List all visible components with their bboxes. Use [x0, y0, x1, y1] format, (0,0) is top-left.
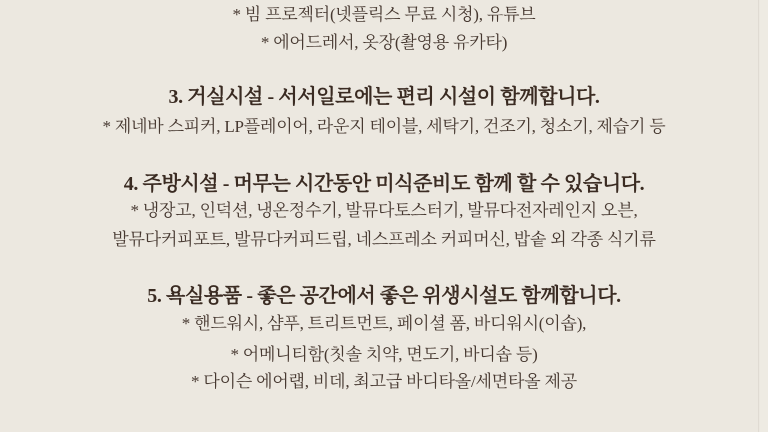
section-heading-bathroom: 5. 욕실용품 - 좋은 공간에서 좋은 위생시설도 함께합니다. [147, 285, 621, 307]
section-detail-line: 발뮤다커피포트, 발뮤다커피드립, 네스프레소 커피머신, 밥솥 외 각종 식기류 [112, 230, 656, 249]
right-edge-strip [760, 0, 768, 432]
intro-line: * 빔 프로젝터(넷플릭스 무료 시청), 유튜브 [232, 5, 536, 24]
section-heading-living-room: 3. 거실시설 - 서서일로에는 편리 시설이 함께합니다. [168, 86, 600, 108]
section-detail-line: * 어메니티함(칫솔 치약, 면도기, 바디솝 등) [230, 345, 538, 364]
section-detail-line: * 냉장고, 인덕션, 냉온정수기, 발뮤다토스터기, 발뮤다전자레인지 오븐, [130, 201, 638, 220]
section-detail-line: * 제네바 스피커, LP플레이어, 라운지 테이블, 세탁기, 건조기, 청소기, 제습기 등 [102, 117, 666, 136]
intro-line: * 에어드레서, 옷장(촬영용 유카타) [260, 33, 508, 52]
section-detail-line: * 핸드워시, 샴푸, 트리트먼트, 페이셜 폼, 바디워시(이솝), [181, 314, 587, 333]
section-detail-line: * 다이슨 에어랩, 비데, 최고급 바디타올/세면타올 제공 [191, 372, 577, 391]
right-edge-hairline [758, 0, 759, 432]
section-heading-kitchen: 4. 주방시설 - 머무는 시간동안 미식준비도 함께 할 수 있습니다. [123, 173, 645, 195]
